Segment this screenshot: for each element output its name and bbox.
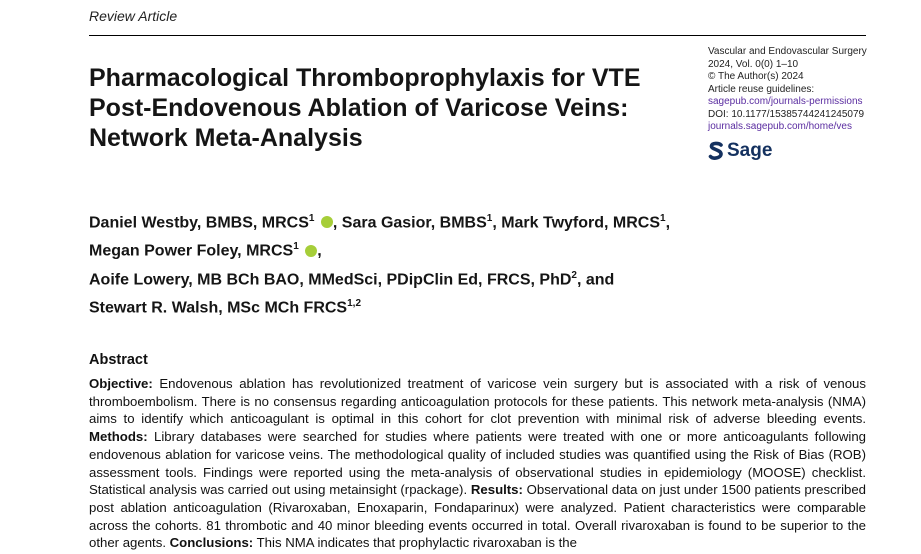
results-text: Observational data on just under 1500 patients prescribed post ablation anticoagulation (Rivaroxaban, Enoxaparin, Fondaparinux) were analyzed. Patient characteristics were comparable across the cohorts. 81 thrombotic and 40 minor bleeding events occurred in total. Overall rivaroxaban is found to be superior to the other agents.: [89, 482, 866, 551]
sage-s-icon: [708, 141, 724, 161]
journal-meta: [708, 46, 867, 134]
objective-label: Objective:: [89, 376, 153, 391]
reuse-label: Article reuse guidelines:: [708, 83, 815, 95]
methods-text: Library databases were searched for studies where patients were treated with one or more anticoagulants following endovenous ablation for varicose veins. The methodological quality of included studies was quantified using the Risk of Bias (ROB) assessment tools. Findings were reported using the meta-analysis of observational studies in epidemiology (MOOSE) checklist. Statistical analysis was carried out using metainsight (rpackage).: [89, 429, 866, 498]
affiliation-sup: 2: [571, 269, 577, 281]
author-list: Daniel Westby, BMBS, MRCS$^1$ , Sara Gasior, BMBS$^1$, Mark Twyford, MRCS$^1$, Megan Power Foley, MRCS$^1$ , Aoife Lowery, MB BCh BAO, MMedSci, PDipClin Ed, FRCS, PhD$^2$, and Stewart R. Walsh, MSc MCh FRCS$^{1,2}$: [89, 213, 671, 317]
affiliation-sup: 1: [660, 213, 666, 224]
affiliation-sup: 1: [293, 241, 299, 253]
methods-label: Methods:: [89, 429, 148, 445]
author-name: Mark Twyford, MRCS: [501, 214, 661, 232]
author-name: Sara Gasior, BMBS: [341, 214, 487, 232]
conclusions-label: Conclusions:: [169, 535, 254, 551]
author-name: Daniel Westby, BMBS, MRCS: [89, 214, 309, 232]
affiliation-sup: 1,2: [347, 297, 362, 309]
author-name: Aoife Lowery, MB BCh BAO, MMedSci, PDipClin Ed, FRCS, PhD: [89, 270, 572, 288]
conclusions-text: This NMA indicates that prophylactic rivaroxaban is the: [256, 535, 577, 551]
journal-link[interactable]: journals.sagepub.com/home/ves: [708, 121, 852, 132]
publisher-name: Sage: [727, 140, 773, 161]
publisher-logo: [708, 140, 772, 162]
results-label: Results:: [470, 482, 523, 498]
author-name: Megan Power Foley, MRCS: [89, 242, 294, 260]
affiliation-sup: 1: [308, 213, 315, 224]
copyright: © The Author(s) 2024: [708, 71, 804, 82]
doi: DOI: 10.1177/15385744241245079: [708, 108, 865, 120]
abstract-body: [89, 375, 866, 552]
orcid-icon[interactable]: [305, 245, 317, 257]
affiliation-sup: 1: [486, 213, 493, 224]
abstract-heading: Abstract: [89, 352, 148, 368]
article-title: Pharmacological Thromboprophylaxis for VTE Post-Endovenous Ablation of Varicose Veins: Network Meta-Analysis: [89, 64, 641, 152]
header-rule: [89, 35, 866, 36]
objective-text: Endovenous ablation has revolutionized treatment of varicose vein surgery but is associated with a risk of venous thromboembolism. There is no consensus regarding anticoagulation protocols for these patients. This network meta-analysis (NMA) aims to identify which anticoagulant is optimal in this cohort for clot prevention with minimal risk of adverse bleeding events.: [89, 376, 866, 427]
reuse-link[interactable]: sagepub.com/journals-permissions: [708, 96, 863, 107]
journal-name: Vascular and Endovascular Surgery: [708, 46, 867, 57]
author-name: Stewart R. Walsh, MSc MCh FRCS: [89, 299, 348, 317]
article-type-label: Review Article: [89, 8, 178, 24]
orcid-icon[interactable]: [321, 216, 333, 228]
journal-issue: 2024, Vol. 0(0) 1–10: [708, 58, 799, 70]
